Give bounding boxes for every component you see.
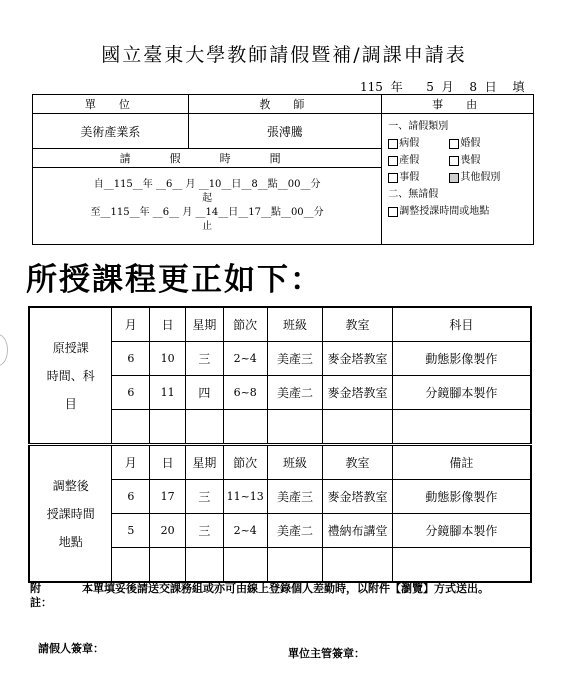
period-value — [33, 168, 382, 245]
form-title: 國立臺東大學教師請假暨補/調課申請表 — [101, 44, 467, 66]
date-suffix: 填 — [512, 80, 525, 94]
teacher-value: 張溥騰 — [188, 114, 382, 149]
table-row: 6 11 四 6~8 美產二 麥金塔教室 分鏡腳本製作 — [29, 376, 531, 410]
maternity-leave-checkbox[interactable] — [388, 156, 398, 166]
table-row: 6 10 三 2~4 美產三 麥金塔教室 動態影像製作 — [29, 342, 531, 376]
application-info-table — [32, 94, 534, 245]
original-side-label: 原授課 時間、科 目 — [29, 307, 112, 445]
col-month: 月 — [112, 307, 150, 342]
adjusted-side-label: 調整後 授課時間 地點 — [29, 445, 112, 583]
period-header: 請 假 時 間 — [33, 149, 382, 168]
col-day: 日 — [150, 445, 186, 480]
col-room: 教室 — [323, 307, 392, 342]
teacher-header: 教 師 — [188, 95, 382, 114]
leave-section-2: 二、無請假 — [388, 189, 439, 200]
maternity-leave-label: 產假 — [399, 155, 420, 166]
date-month-unit: 月 — [441, 80, 454, 94]
marriage-leave-label: 婚假 — [460, 138, 481, 149]
sick-leave-checkbox[interactable] — [388, 139, 398, 149]
sick-leave-label: 病假 — [399, 138, 420, 149]
col-day: 日 — [150, 307, 186, 342]
adjust-schedule-checkbox[interactable] — [388, 207, 398, 217]
period-from: 自__115__年 __6__ 月 __10__日__8__點__00__分 — [93, 179, 321, 190]
table-row: 5 20 三 2~4 美產二 禮納布講堂 分鏡腳本製作 — [29, 514, 531, 548]
period-to: 至__115__年 __6__ 月 __14__日__17__點__00__分 — [90, 207, 324, 218]
personal-leave-label: 事假 — [399, 172, 420, 183]
scroll-edge-marker — [0, 334, 8, 366]
reason-header: 事 由 — [382, 95, 534, 114]
table-row: 6 17 三 11~13 美產三 麥金塔教室 動態影像製作 — [29, 480, 531, 514]
fill-date — [360, 78, 524, 95]
adjusted-header-row — [29, 445, 531, 480]
col-month: 月 — [112, 445, 150, 480]
date-year: 115 — [360, 80, 383, 94]
personal-leave-checkbox[interactable] — [388, 173, 398, 183]
col-remarks: 備註 — [392, 445, 531, 480]
date-day: 8 — [469, 80, 477, 94]
unit-header: 單 位 — [33, 95, 189, 114]
footnote-text: 本單填妥後請送交課務組或亦可由線上登錄個人差勤時，以附件【瀏覽】方式送出。 — [82, 582, 489, 595]
footnote-label: 附 註： — [30, 582, 63, 609]
marriage-leave-checkbox[interactable] — [449, 139, 459, 149]
period-from-suffix: 起 — [202, 193, 213, 204]
col-period: 節次 — [223, 307, 267, 342]
col-class: 班級 — [267, 307, 323, 342]
adjust-schedule-label: 調整授課時間或地點 — [399, 206, 490, 217]
date-year-unit: 年 — [390, 80, 403, 94]
unit-value: 美術產業系 — [33, 114, 189, 149]
original-header-row — [29, 307, 531, 342]
leave-type-box — [382, 114, 534, 245]
course-change-table — [28, 306, 532, 583]
funeral-leave-label: 喪假 — [460, 155, 481, 166]
leave-section-1: 一、請假類別 — [388, 121, 449, 132]
applicant-signature: 請假人簽章： — [38, 642, 104, 655]
other-leave-label: 其他假別 — [460, 172, 501, 183]
other-leave-checkbox[interactable] — [449, 173, 459, 183]
date-day-unit: 日 — [484, 80, 497, 94]
col-class: 班級 — [267, 445, 323, 480]
section-heading: 所授課程更正如下： — [26, 262, 323, 298]
col-period: 節次 — [223, 445, 267, 480]
col-room: 教室 — [323, 445, 392, 480]
funeral-leave-checkbox[interactable] — [449, 156, 459, 166]
date-month: 5 — [426, 80, 434, 94]
col-weekday: 星期 — [185, 307, 223, 342]
supervisor-signature: 單位主管簽章： — [288, 647, 365, 660]
period-to-suffix: 止 — [202, 221, 213, 232]
footnote — [30, 582, 530, 612]
col-subject: 科目 — [392, 307, 531, 342]
col-weekday: 星期 — [185, 445, 223, 480]
